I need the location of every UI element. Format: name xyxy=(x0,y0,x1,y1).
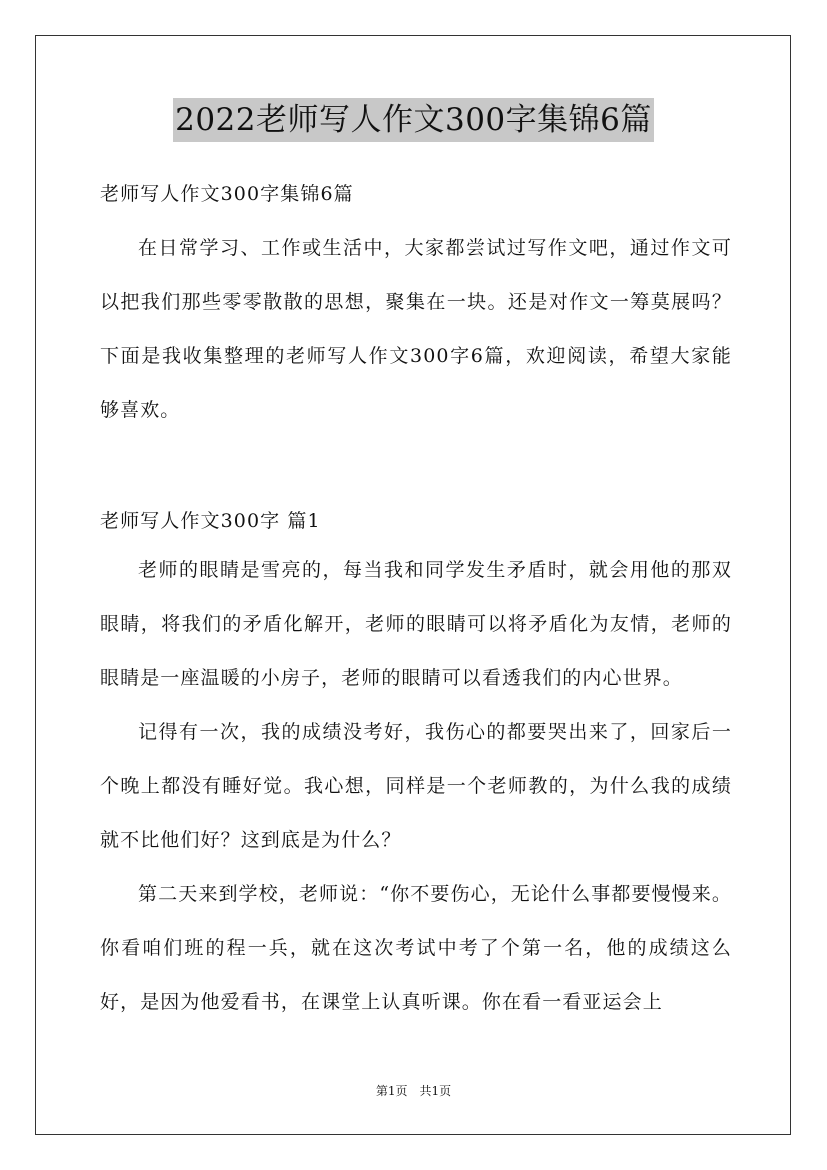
page-total: 共1页 xyxy=(419,1084,452,1098)
title-container xyxy=(0,98,827,142)
body-paragraph: 老师的眼睛是雪亮的，每当我和同学发生矛盾时，就会用他的那双眼睛，将我们的矛盾化解开，老师的眼睛可以将矛盾化为友情，老师的眼睛是一座温暖的小房子，老师的眼睛可以看透我们的内心世界。 xyxy=(100,559,732,689)
body-paragraph: 第二天来到学校，老师说：“你不要伤心，无论什么事都要慢慢来。你看咱们班的程一兵，就在这次考试中考了个第一名，他的成绩这么好，是因为他爱看书，在课堂上认真听课。你在看一看亚运会上 xyxy=(100,883,732,1013)
document-subtitle: 老师写人作文300字集锦6篇 xyxy=(100,183,354,205)
document-title: 2022老师写人作文300字集锦6篇 xyxy=(173,98,654,142)
page-number: 第1页 xyxy=(375,1084,408,1098)
page-footer xyxy=(0,1083,827,1099)
intro-paragraph: 在日常学习、工作或生活中，大家都尝试过写作文吧，通过作文可以把我们那些零零散散的思想，聚集在一块。还是对作文一筹莫展吗？下面是我收集整理的老师写人作文300字6篇，欢迎阅读，希望大家能够喜欢。 xyxy=(100,237,732,421)
section-title: 老师写人作文300字 篇1 xyxy=(100,510,321,532)
body-paragraph: 记得有一次，我的成绩没考好，我伤心的都要哭出来了，回家后一个晚上都没有睡好觉。我心想，同样是一个老师教的，为什么我的成绩就不比他们好？这到底是为什么？ xyxy=(100,721,732,851)
